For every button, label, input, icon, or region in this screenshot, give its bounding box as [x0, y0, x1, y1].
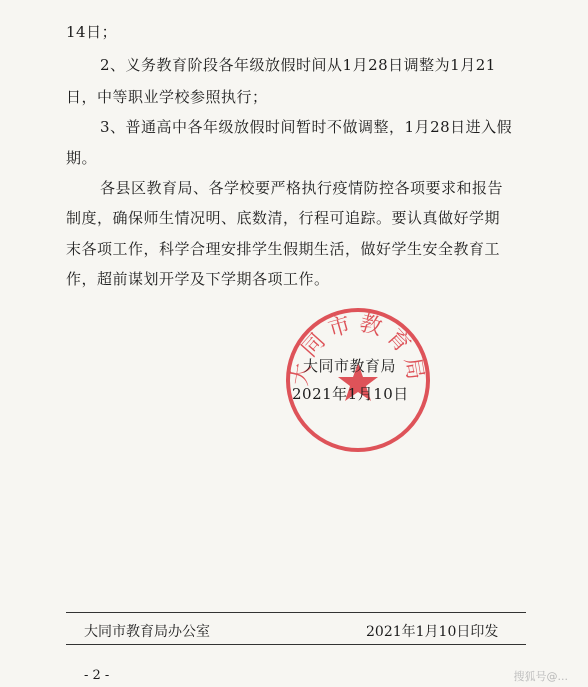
body-line-1: 14日；	[66, 23, 118, 41]
footer-bottom-rule	[66, 644, 526, 645]
signature-date: 2021年1月10日	[292, 385, 409, 403]
footer-print-date: 2021年1月10日印发	[366, 624, 499, 640]
body-line-2: 2、义务教育阶段各年级放假时间从1月28日调整为1月21	[100, 56, 496, 74]
official-seal-icon	[283, 305, 433, 455]
body-line-6: 各县区教育局、各学校要严格执行疫情防控各项要求和报告	[100, 179, 504, 197]
body-line-4: 3、普通高中各年级放假时间暂时不做调整，1月28日进入假	[100, 118, 513, 136]
page-number: - 2 -	[84, 668, 110, 683]
footer-office: 大同市教育局办公室	[84, 624, 210, 640]
signature-org: 大同市教育局	[303, 357, 397, 375]
body-line-8: 末各项工作，科学合理安排学生假期生活，做好学生安全教育工	[66, 240, 501, 258]
body-line-7: 制度，确保师生情况明、底数清，行程可追踪。要认真做好学期	[66, 209, 501, 227]
watermark: 搜狐号@...	[513, 670, 568, 683]
body-line-5: 期。	[66, 149, 98, 167]
seal-text: 大同市教育局	[287, 310, 429, 388]
footer-top-rule	[66, 612, 526, 613]
body-line-3: 日，中等职业学校参照执行；	[66, 88, 268, 106]
body-line-9: 作，超前谋划开学及下学期各项工作。	[66, 270, 330, 288]
